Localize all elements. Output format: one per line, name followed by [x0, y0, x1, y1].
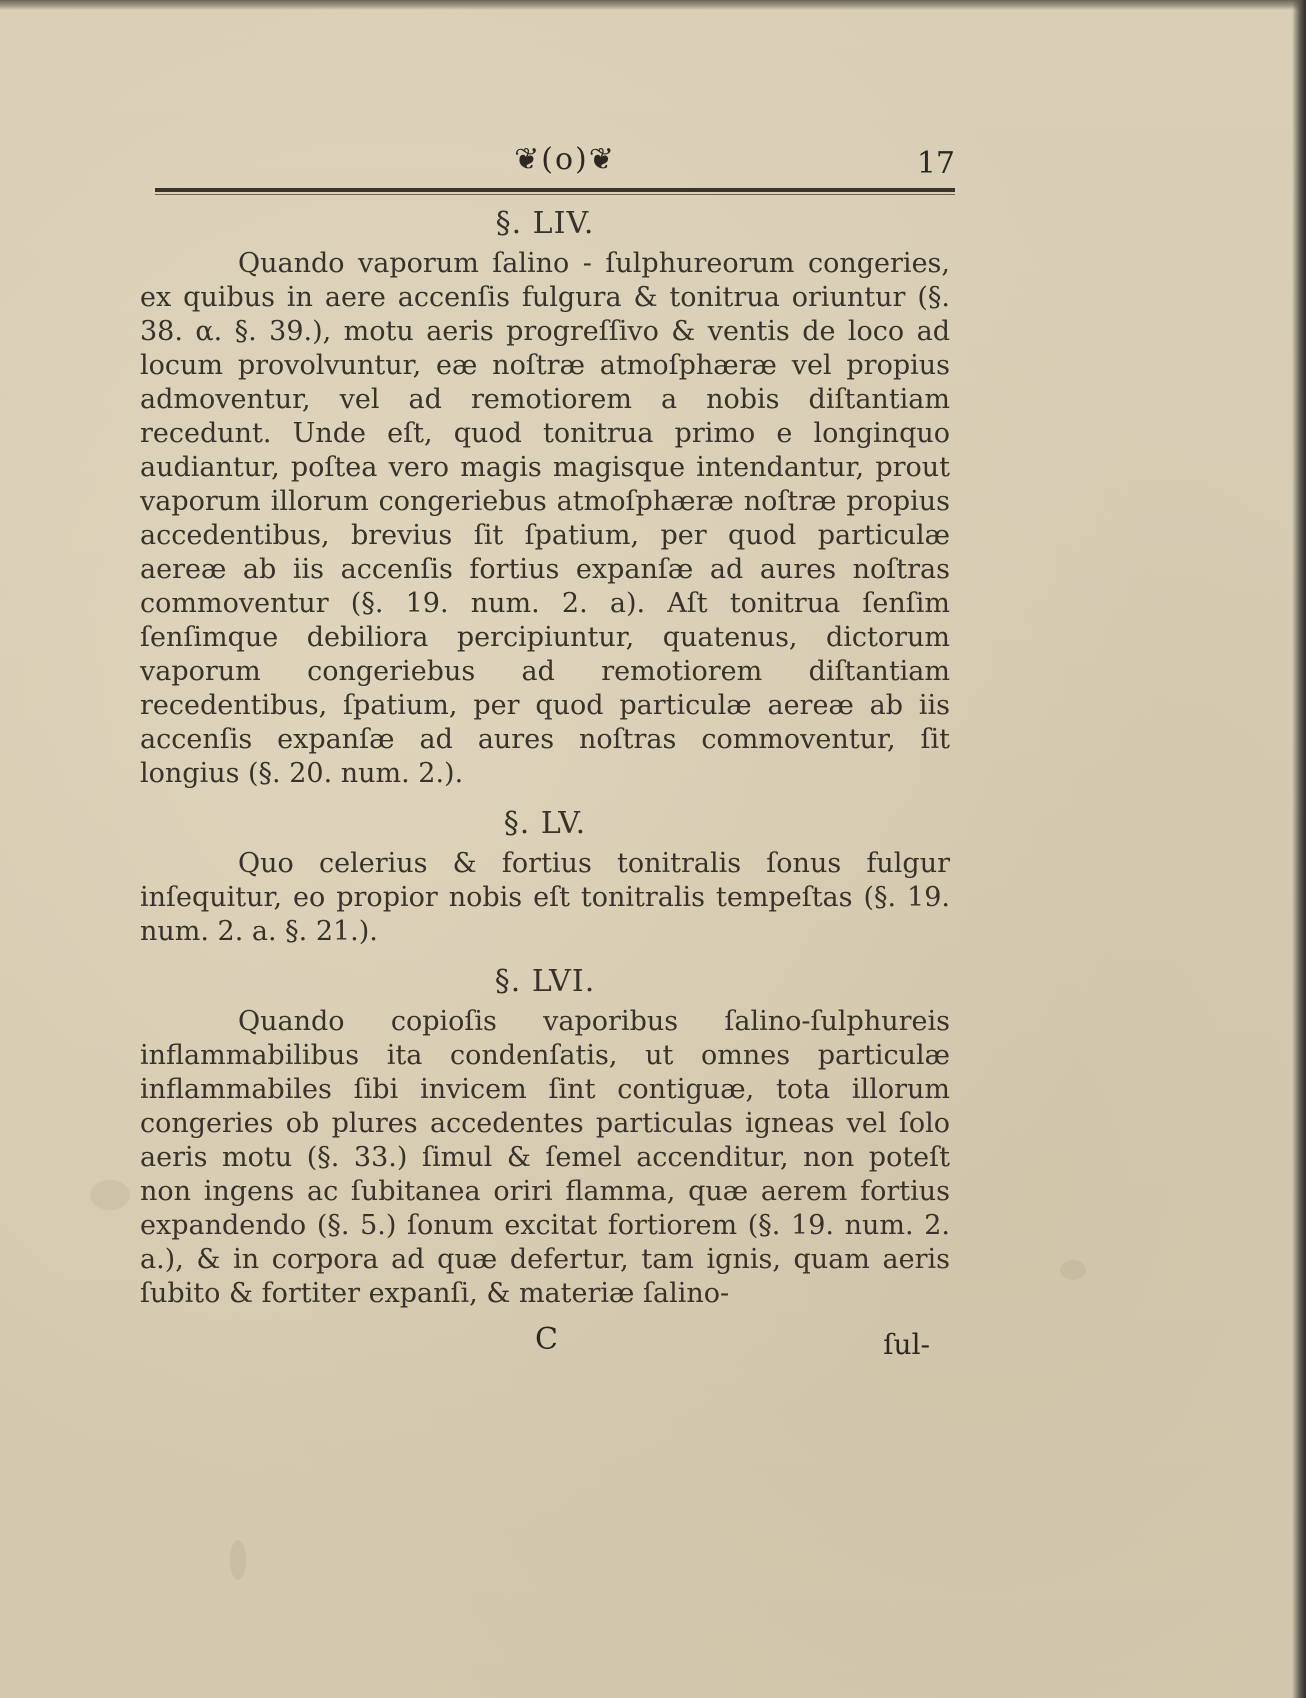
section-heading: §. LIV.	[495, 206, 595, 241]
paper-stain	[1060, 1260, 1086, 1280]
header-ornament: ❦(o)❦	[514, 142, 616, 177]
section-heading: §. LV.	[503, 806, 587, 841]
page-number: 17	[916, 146, 955, 181]
header-rule-thin	[155, 194, 955, 195]
section-paragraph: Quo celerius & fortius tonitralis ſonus fulgur inſequitur, eo propior nobis eſt tonitralis tempeſtas (§. 19. num. 2. a. §. 21.).	[140, 848, 950, 947]
signature-mark: C	[535, 1322, 558, 1357]
page-binding-edge	[1292, 0, 1306, 1698]
paper-stain	[230, 1540, 246, 1580]
section-paragraph: Quando copioſis vaporibus ſalino-ſulphureis inflammabilibus ita condenſatis, ut omnes particulæ inflammabiles ſibi invicem ſint contiguæ, tota illorum congeries ob plures accedentes particulas igneas vel ſolo aeris motu (§. 33.) ſimul & ſemel accenditur, non poteſt non ingens ac ſubitanea oriri flamma, quæ aerem fortius expandendo (§. 5.) ſonum excitat fortiorem (§. 19. num. 2. a.), & in corpora ad quæ defertur, tam ignis, quam aeris ſubito & fortiter expanſi, & materiæ ſalino-	[140, 1006, 950, 1309]
section-liv	[140, 205, 950, 791]
body-text	[140, 205, 950, 1325]
section-paragraph: Quando vaporum ſalino - ſulphureorum congeries, ex quibus in aere accenſis fulgura & tonitrua oriuntur (§. 38. α. §. 39.), motu aeris progreſſivo & ventis de loco ad locum provolvuntur, eæ noſtræ atmoſphæræ vel propius admoventur, vel ad remotiorem a nobis diſtantiam recedunt. Unde eſt, quod tonitrua primo e longinquo audiantur, poſtea vero magis magisque intendantur, prout vaporum illorum congeriebus atmoſphæræ noſtræ propius accedentibus, brevius ſit ſpatium, per quod particulæ aereæ ab iis accenſis fortius expanſæ ad aures noſtras commoventur (§. 19. num. 2. a). Aſt tonitrua ſenſim ſenſimque debiliora percipiuntur, quatenus, dictorum vaporum congeriebus ad remotiorem diſtantiam recedentibus, ſpatium, per quod particulæ aereæ ab iis accenſis expanſæ ad aures noſtras commoventur, ſit longius (§. 20. num. 2.).	[140, 248, 950, 789]
section-lvi	[140, 963, 950, 1311]
paper-stain	[90, 1180, 130, 1210]
section-heading: §. LVI.	[494, 964, 596, 999]
catchword: ſul-	[883, 1328, 930, 1361]
running-header	[155, 142, 955, 182]
page-footer	[140, 1322, 950, 1362]
page-top-edge	[0, 0, 1306, 10]
header-rule	[155, 188, 955, 192]
section-lv	[140, 805, 950, 949]
